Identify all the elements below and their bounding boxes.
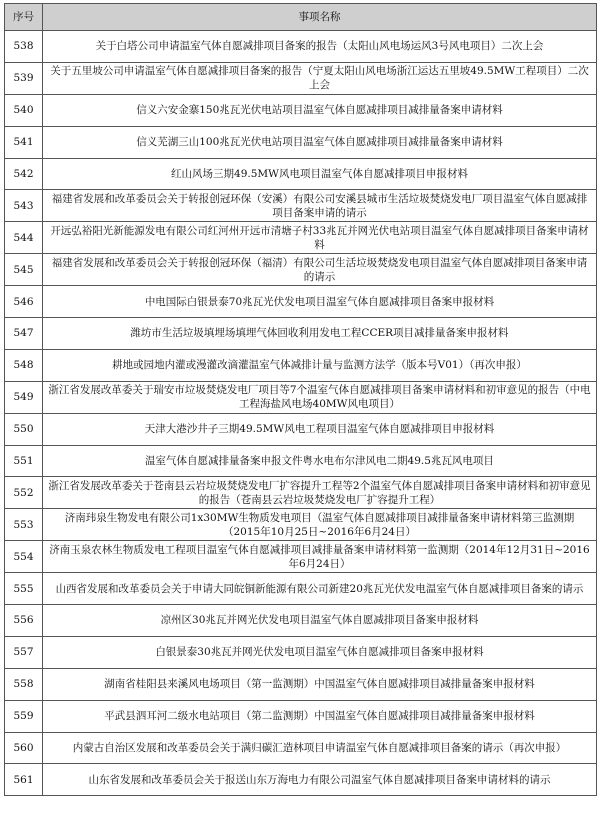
row-number: 545 <box>5 254 43 286</box>
table-row <box>5 94 597 126</box>
row-number: 541 <box>5 126 43 158</box>
row-number: 548 <box>5 349 43 381</box>
table-row <box>5 477 597 509</box>
column-header-name: 事项名称 <box>43 4 597 31</box>
table-row <box>5 254 597 286</box>
row-number: 539 <box>5 62 43 94</box>
row-number: 555 <box>5 573 43 605</box>
table-row <box>5 381 597 413</box>
row-item-name: 信义芜湖三山100兆瓦光伏电站项目温室气体自愿减排项目减排量备案申请材料 <box>43 126 597 158</box>
table-row <box>5 445 597 477</box>
project-table <box>4 3 597 796</box>
table-row <box>5 158 597 190</box>
row-number: 540 <box>5 94 43 126</box>
row-number: 552 <box>5 477 43 509</box>
row-item-name: 济南玉泉农林生物质发电工程项目温室气体自愿减排项目减排量备案申请材料第一监测期（2014年12月31日~2016年6月24日） <box>43 541 597 573</box>
table-row <box>5 700 597 732</box>
row-item-name: 中电国际白银景泰70兆瓦光伏发电项目温室气体自愿减排项目备案申报材料 <box>43 286 597 318</box>
row-item-name: 浙江省发展改革委关于苍南县云岩垃圾焚烧发电厂扩容提升工程等2个温室气体自愿减排项目备案申请材料和初审意见的报告（苍南县云岩垃圾焚烧发电厂扩容提升工程） <box>43 477 597 509</box>
row-item-name: 福建省发展和改革委员会关于转报创冠环保（安溪）有限公司安溪县城市生活垃圾焚烧发电厂项目温室气体自愿减排项目备案申请的请示 <box>43 190 597 222</box>
row-item-name: 内蒙古自治区发展和改革委员会关于满归碳汇造林项目申请温室气体自愿减排项目备案的请示（再次申报） <box>43 732 597 764</box>
row-number: 556 <box>5 605 43 637</box>
row-item-name: 浙江省发展改革委关于瑞安市垃圾焚烧发电厂项目等7个温室气体自愿减排项目备案申请材料和初审意见的报告（中电工程海盐风电场40MW风电项目） <box>43 381 597 413</box>
row-number: 561 <box>5 764 43 796</box>
row-number: 543 <box>5 190 43 222</box>
row-number: 549 <box>5 381 43 413</box>
row-number: 538 <box>5 31 43 63</box>
row-item-name: 天津大港沙井子三期49.5MW风电工程项目温室气体自愿减排项目申报材料 <box>43 413 597 445</box>
row-item-name: 开远弘裕阳光新能源发电有限公司红河州开远市清塘子村33兆瓦并网光伏电站项目温室气体自愿减排项目备案申请材料 <box>43 222 597 254</box>
row-item-name: 山东省发展和改革委员会关于报送山东万海电力有限公司温室气体自愿减排项目备案申请材料的请示 <box>43 764 597 796</box>
document-page <box>4 3 596 796</box>
table-row <box>5 573 597 605</box>
row-item-name: 凉州区30兆瓦并网光伏发电项目温室气体自愿减排项目备案申报材料 <box>43 605 597 637</box>
row-item-name: 耕地或园地内灌或漫灌改滴灌温室气体减排计量与监测方法学（版本号V01）（再次申报） <box>43 349 597 381</box>
row-item-name: 山西省发展和改革委员会关于申请大同皖铜新能源有限公司新建20兆瓦光伏发电温室气体自愿减排项目备案的请示 <box>43 573 597 605</box>
row-number: 542 <box>5 158 43 190</box>
table-row <box>5 732 597 764</box>
row-number: 544 <box>5 222 43 254</box>
row-item-name: 福建省发展和改革委员会关于转报创冠环保（福清）有限公司生活垃圾焚烧发电项目温室气体自愿减排项目备案申请的请示 <box>43 254 597 286</box>
table-row <box>5 413 597 445</box>
table-row <box>5 636 597 668</box>
row-number: 553 <box>5 509 43 541</box>
table-row <box>5 509 597 541</box>
row-number: 550 <box>5 413 43 445</box>
row-number: 551 <box>5 445 43 477</box>
table-row <box>5 318 597 350</box>
table-header-row <box>5 4 597 31</box>
table-row <box>5 764 597 796</box>
row-item-name: 关于五里坡公司申请温室气体自愿减排项目备案的报告（宁夏太阳山风电场浙江运达五里坡49.5MW工程项目）二次上会 <box>43 62 597 94</box>
row-item-name: 白银景泰30兆瓦并网光伏发电项目温室气体自愿减排项目备案申报材料 <box>43 636 597 668</box>
table-row <box>5 190 597 222</box>
table-row <box>5 541 597 573</box>
row-number: 560 <box>5 732 43 764</box>
table-row <box>5 286 597 318</box>
row-number: 546 <box>5 286 43 318</box>
table-row <box>5 668 597 700</box>
column-header-number: 序号 <box>5 4 43 31</box>
table-row <box>5 126 597 158</box>
row-item-name: 潍坊市生活垃圾填埋场填埋气体回收利用发电工程CCER项目减排量备案申报材料 <box>43 318 597 350</box>
table-row <box>5 349 597 381</box>
row-item-name: 红山风场三期49.5MW风电项目温室气体自愿减排项目申报材料 <box>43 158 597 190</box>
row-number: 547 <box>5 318 43 350</box>
row-number: 559 <box>5 700 43 732</box>
table-row <box>5 605 597 637</box>
row-item-name: 湖南省桂阳县来溪风电场项目（第一监测期）中国温室气体自愿减排项目减排量备案申报材料 <box>43 668 597 700</box>
row-number: 558 <box>5 668 43 700</box>
table-row <box>5 62 597 94</box>
row-item-name: 温室气体自愿减排量备案申报文件粤水电布尔津风电二期49.5兆瓦风电项目 <box>43 445 597 477</box>
row-number: 554 <box>5 541 43 573</box>
table-body <box>5 31 597 796</box>
row-item-name: 信义六安金寨150兆瓦光伏电站项目温室气体自愿减排项目减排量备案申请材料 <box>43 94 597 126</box>
row-item-name: 关于白塔公司申请温室气体自愿减排项目备案的报告（太阳山风电场运风3号风电项目）二次上会 <box>43 31 597 63</box>
table-row <box>5 31 597 63</box>
row-item-name: 济南玮泉生物发电有限公司1x30MW生物质发电项目（温室气体自愿减排项目减排量备案申请材料第三监测期（2015年10月25日~2016年6月24日） <box>43 509 597 541</box>
row-item-name: 平武县泗耳河二级水电站项目（第二监测期）中国温室气体自愿减排项目减排量备案申报材料 <box>43 700 597 732</box>
table-row <box>5 222 597 254</box>
row-number: 557 <box>5 636 43 668</box>
